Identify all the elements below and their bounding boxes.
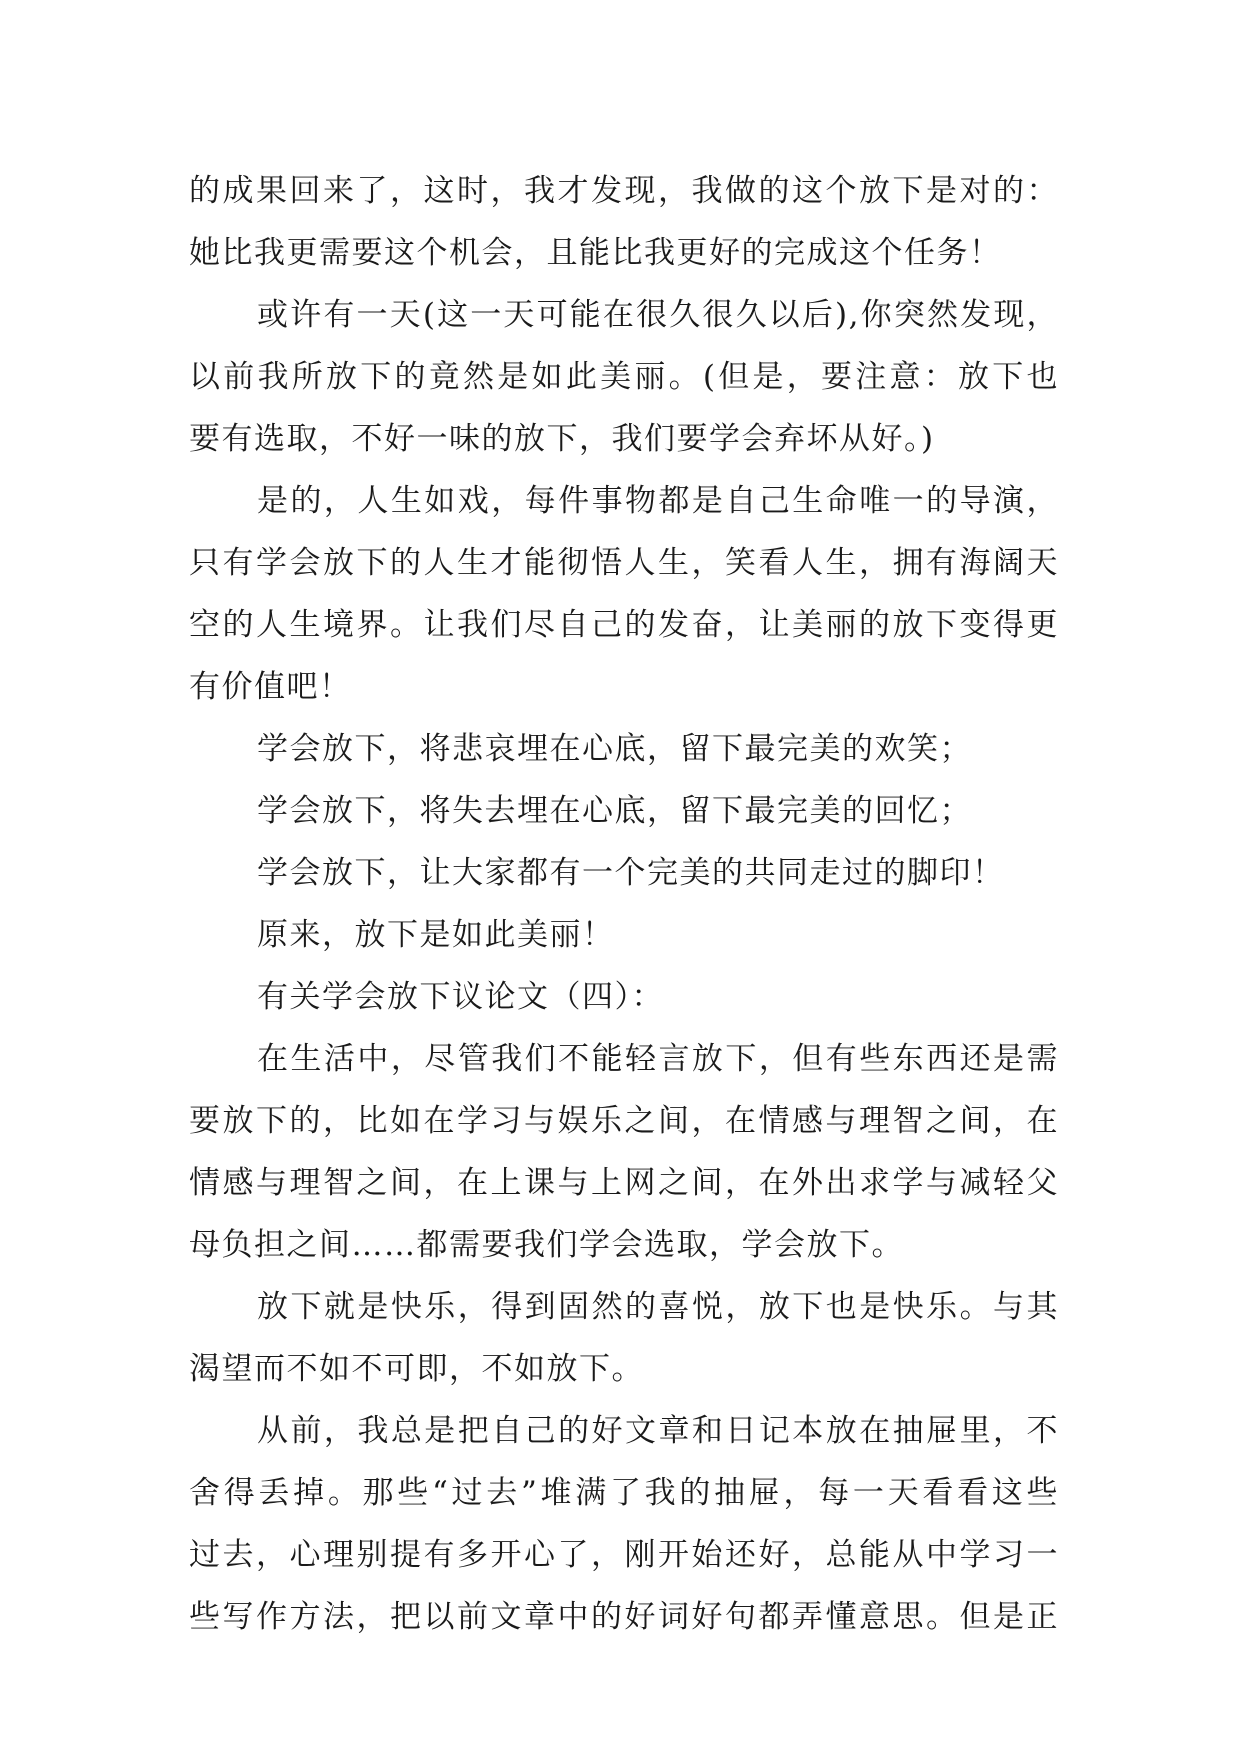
text-line: 空的人生境界。让我们尽自己的发奋，让美丽的放下变得更 (189, 607, 1059, 643)
text-line: 以前我所放下的竟然是如此美丽。(但是，要注意：放下也 (189, 359, 1059, 395)
text-line: 她比我更需要这个机会，且能比我更好的完成这个任务！ (189, 235, 1002, 271)
text-line: 放下就是快乐，得到固然的喜悦，放下也是快乐。与其 (257, 1289, 1059, 1325)
text-line: 舍得丢掉。那些“过去”堆满了我的抽屉，每一天看看这些 (189, 1475, 1059, 1511)
text-line: 些写作方法，把以前文章中的好词好句都弄懂意思。但是正 (189, 1599, 1059, 1635)
text-line: 在生活中，尽管我们不能轻言放下，但有些东西还是需 (257, 1041, 1059, 1077)
text-line: 渴望而不如不可即，不如放下。 (189, 1351, 644, 1387)
section-heading: 有关学会放下议论文（四）： (257, 979, 664, 1015)
text-line: 从前，我总是把自己的好文章和日记本放在抽屉里，不 (257, 1413, 1059, 1449)
text-line: 学会放下，将悲哀埋在心底，留下最完美的欢笑； (257, 731, 972, 767)
text-line: 是的，人生如戏，每件事物都是自己生命唯一的导演， (257, 483, 1059, 519)
text-line: 要有选取，不好一味的放下，我们要学会弃坏从好。) (189, 421, 935, 457)
text-line: 学会放下，让大家都有一个完美的共同走过的脚印！ (257, 855, 1005, 891)
text-line: 只有学会放下的人生才能彻悟人生，笑看人生，拥有海阔天 (189, 545, 1059, 581)
text-line: 有价值吧！ (189, 669, 352, 705)
text-line: 的成果回来了，这时，我才发现，我做的这个放下是对的： (189, 173, 1059, 209)
document-body (189, 160, 1059, 1648)
text-line: 要放下的，比如在学习与娱乐之间，在情感与理智之间，在 (189, 1103, 1059, 1139)
text-line: 或许有一天(这一天可能在很久很久以后),你突然发现， (257, 297, 1059, 333)
text-line: 学会放下，将失去埋在心底，留下最完美的回忆； (257, 793, 972, 829)
text-line: 母负担之间……都需要我们学会选取，学会放下。 (189, 1227, 904, 1263)
text-line: 情感与理智之间，在上课与上网之间，在外出求学与减轻父 (189, 1165, 1059, 1201)
text-line: 原来，放下是如此美丽！ (257, 917, 615, 953)
text-line: 过去，心理别提有多开心了，刚开始还好，总能从中学习一 (189, 1537, 1059, 1573)
